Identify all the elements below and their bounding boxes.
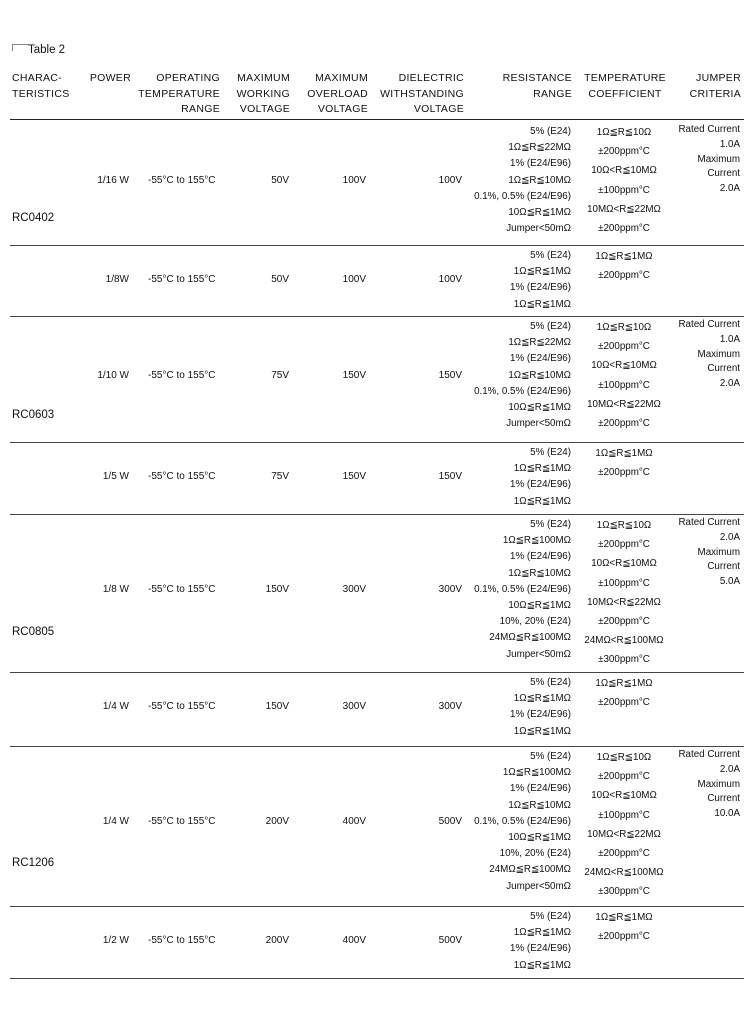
table-rule — [10, 245, 744, 246]
working-voltage-cell: 150V — [265, 583, 289, 595]
dielectric-voltage-cell: 100V — [438, 174, 462, 186]
temperature-coefficient-cell — [578, 123, 670, 238]
header-operating — [138, 71, 220, 118]
overload-voltage-cell: 400V — [342, 815, 366, 827]
resistance-line: 5% (E24) — [530, 126, 571, 137]
table-rule — [10, 978, 744, 979]
header-resistance-line: RANGE — [533, 87, 572, 100]
resistance-line: 1% (E24/E96) — [510, 158, 571, 170]
header-tempco-line: TEMPERATURE — [584, 72, 666, 84]
temperature-range-cell: -55°C to 155°C — [148, 274, 216, 286]
jumper-line: Maximum — [697, 778, 740, 790]
resistance-line: 0.1%, 0.5% (E24/E96) — [474, 815, 571, 827]
overload-voltage-cell: 100V — [342, 174, 366, 186]
tc-line: ±100ppm°C — [598, 184, 650, 196]
header-jumper — [690, 71, 741, 102]
table-rule — [10, 442, 744, 443]
resistance-line: 1Ω≦R≦10MΩ — [508, 369, 571, 381]
tc-line: ±200ppm°C — [598, 341, 650, 353]
tc-line: 10Ω<R≦10MΩ — [591, 558, 657, 570]
power-cell: 1/10 W — [97, 369, 129, 381]
jumper-line: 2.0A — [719, 763, 740, 775]
header-overload-line: OVERLOAD — [307, 87, 368, 100]
header-working-line: VOLTAGE — [239, 103, 290, 115]
power-cell: 1/8W — [105, 274, 129, 286]
header-operating-line: RANGE — [181, 103, 220, 115]
resistance-line: 1% (E24/E96) — [510, 479, 571, 491]
temperature-coefficient-cell — [578, 748, 670, 902]
resistance-line: 0.1%, 0.5% (E24/E96) — [474, 385, 571, 397]
resistance-line: 1Ω≦R≦1MΩ — [513, 693, 571, 705]
resistance-line: 1% (E24/E96) — [510, 709, 571, 721]
header-characteristics-line: TERISTICS — [12, 87, 70, 100]
resistance-line: 1Ω≦R≦1MΩ — [513, 495, 571, 507]
header-resistance — [503, 71, 572, 102]
resistance-line: 1% (E24/E96) — [510, 943, 571, 955]
temperature-range-cell: -55°C to 155°C — [148, 815, 216, 827]
header-overload-line: VOLTAGE — [317, 103, 368, 115]
resistance-range-cell — [474, 319, 571, 432]
resistance-range-cell — [510, 909, 571, 974]
temperature-range-cell: -55°C to 155°C — [148, 369, 216, 381]
header-tempco — [584, 71, 666, 102]
tc-line: ±200ppm°C — [598, 697, 650, 709]
power-cell: 1/2 W — [102, 935, 129, 947]
tc-line: 1Ω≦R≦1MΩ — [595, 448, 653, 459]
dielectric-voltage-cell: 500V — [438, 935, 462, 947]
tc-line: ±300ppm°C — [598, 886, 650, 898]
jumper-line: 2.0A — [719, 531, 740, 543]
jumper-line: Maximum — [697, 348, 740, 360]
resistance-line: 10%, 20% (E24) — [499, 848, 571, 860]
power-cell: 1/8 W — [102, 583, 129, 595]
part-number: RC0603 — [12, 409, 55, 421]
header-overload — [307, 71, 368, 118]
jumper-line: 2.0A — [719, 183, 740, 195]
tc-line: 10Ω<R≦10MΩ — [591, 790, 657, 802]
resistance-line: 1Ω≦R≦22MΩ — [508, 142, 571, 154]
caption-bracket — [12, 44, 29, 51]
tc-line: 1Ω≦R≦1MΩ — [595, 678, 653, 689]
resistance-line: Jumper<50mΩ — [506, 648, 571, 660]
tc-line: 10MΩ<R≦22MΩ — [587, 596, 661, 608]
header-dielectric — [380, 71, 464, 118]
header-dielectric-line: VOLTAGE — [413, 103, 464, 115]
header-resistance-line: RESISTANCE — [502, 72, 572, 84]
header-jumper-line: JUMPER — [696, 72, 741, 84]
overload-voltage-cell: 300V — [342, 701, 366, 713]
resistance-line: 5% (E24) — [530, 447, 571, 458]
tc-line: ±200ppm°C — [598, 270, 650, 282]
overload-voltage-cell: 300V — [342, 583, 366, 595]
temperature-coefficient-cell — [578, 247, 670, 285]
tc-line: 1Ω≦R≦10Ω — [596, 127, 652, 138]
header-power — [90, 71, 131, 87]
tc-line: ±100ppm°C — [598, 809, 650, 821]
resistance-line: 10%, 20% (E24) — [499, 616, 571, 628]
header-characteristics-line: CHARAC- — [12, 72, 62, 84]
header-working-line: MAXIMUM — [237, 72, 290, 84]
dielectric-voltage-cell: 300V — [438, 701, 462, 713]
tc-line: 1Ω≦R≦10Ω — [596, 752, 652, 763]
tc-line: ±100ppm°C — [598, 577, 650, 589]
power-cell: 1/16 W — [97, 174, 129, 186]
resistance-line: 24MΩ≦R≦100MΩ — [489, 632, 571, 644]
tc-line: ±200ppm°C — [598, 847, 650, 859]
tc-line: 1Ω≦R≦10Ω — [596, 520, 652, 531]
header-tempco-line: COEFFICIENT — [588, 87, 662, 100]
tc-line: 24MΩ<R≦100MΩ — [584, 635, 664, 647]
resistance-line: Jumper<50mΩ — [506, 223, 571, 235]
resistance-range-cell — [474, 749, 571, 895]
resistance-line: 24MΩ≦R≦100MΩ — [489, 864, 571, 876]
overload-voltage-cell: 150V — [342, 369, 366, 381]
working-voltage-cell: 50V — [271, 274, 289, 286]
overload-voltage-cell: 100V — [342, 274, 366, 286]
temperature-range-cell: -55°C to 155°C — [148, 583, 216, 595]
jumper-line: Current — [707, 561, 740, 573]
jumper-line: 5.0A — [719, 576, 740, 588]
header-dielectric-line: WITHSTANDING — [380, 87, 464, 100]
jumper-line: Current — [707, 363, 740, 375]
tc-line: ±200ppm°C — [598, 222, 650, 234]
tc-line: ±200ppm°C — [598, 615, 650, 627]
resistance-line: 1Ω≦R≦1MΩ — [513, 725, 571, 737]
jumper-line: 1.0A — [719, 138, 740, 150]
overload-voltage-cell: 150V — [342, 471, 366, 483]
header-overload-line: MAXIMUM — [315, 72, 368, 84]
tc-line: 10MΩ<R≦22MΩ — [587, 398, 661, 410]
temperature-range-cell: -55°C to 155°C — [148, 935, 216, 947]
resistance-line: 1Ω≦R≦22MΩ — [508, 337, 571, 349]
tc-line: ±300ppm°C — [598, 654, 650, 666]
header-dielectric-line: DIELECTRIC — [398, 72, 464, 84]
table-rule — [10, 906, 744, 907]
temperature-range-cell: -55°C to 155°C — [148, 701, 216, 713]
table-rule — [10, 119, 744, 120]
table-rule — [10, 316, 744, 317]
jumper-line: Rated Current — [678, 749, 740, 760]
tc-line: ±200ppm°C — [598, 771, 650, 783]
dielectric-voltage-cell: 150V — [438, 471, 462, 483]
tc-line: ±200ppm°C — [598, 539, 650, 551]
resistance-range-cell — [510, 675, 571, 740]
working-voltage-cell: 50V — [271, 174, 289, 186]
working-voltage-cell: 200V — [265, 935, 289, 947]
header-power-line: POWER — [89, 72, 131, 84]
jumper-line: 10.0A — [714, 808, 740, 820]
resistance-line: 1Ω≦R≦1MΩ — [513, 463, 571, 475]
table-caption: Table 2 — [28, 44, 66, 56]
jumper-criteria-cell — [678, 318, 740, 392]
header-working — [237, 71, 290, 118]
table-rule — [10, 672, 744, 673]
tc-line: 24MΩ<R≦100MΩ — [584, 867, 664, 879]
resistance-line: 10Ω≦R≦1MΩ — [508, 599, 571, 611]
resistance-line: 1Ω≦R≦10MΩ — [508, 567, 571, 579]
jumper-criteria-cell — [678, 748, 740, 822]
tc-line: 10MΩ<R≦22MΩ — [587, 828, 661, 840]
header-operating-line: TEMPERATURE — [138, 87, 220, 100]
working-voltage-cell: 150V — [265, 701, 289, 713]
working-voltage-cell: 75V — [271, 369, 289, 381]
resistance-line: 1Ω≦R≦1MΩ — [513, 927, 571, 939]
dielectric-voltage-cell: 100V — [438, 274, 462, 286]
resistance-line: 1Ω≦R≦1MΩ — [513, 298, 571, 310]
tc-line: 10Ω<R≦10MΩ — [591, 165, 657, 177]
resistance-line: 1% (E24/E96) — [510, 282, 571, 294]
resistance-range-cell — [510, 248, 571, 313]
jumper-line: Current — [707, 793, 740, 805]
part-number: RC0805 — [12, 626, 55, 638]
header-working-line: WORKING — [236, 87, 290, 100]
resistance-line: 1Ω≦R≦100MΩ — [502, 767, 571, 779]
resistance-line: 1Ω≦R≦10MΩ — [508, 174, 571, 186]
jumper-line: 1.0A — [719, 333, 740, 345]
resistance-range-cell — [474, 517, 571, 663]
resistance-line: Jumper<50mΩ — [506, 418, 571, 430]
temperature-range-cell: -55°C to 155°C — [148, 471, 216, 483]
jumper-line: Rated Current — [678, 517, 740, 528]
tc-line: 1Ω≦R≦1MΩ — [595, 251, 653, 262]
header-jumper-line: CRITERIA — [689, 87, 741, 100]
tc-line: 1Ω≦R≦10Ω — [596, 322, 652, 333]
temperature-coefficient-cell — [578, 444, 670, 482]
temperature-coefficient-cell — [578, 674, 670, 712]
jumper-line: Maximum — [697, 153, 740, 165]
tc-line: ±200ppm°C — [598, 931, 650, 943]
dielectric-voltage-cell: 300V — [438, 583, 462, 595]
resistance-line: 0.1%, 0.5% (E24/E96) — [474, 583, 571, 595]
resistance-line: 1% (E24/E96) — [510, 783, 571, 795]
resistance-line: 10Ω≦R≦1MΩ — [508, 206, 571, 218]
resistance-line: 1Ω≦R≦1MΩ — [513, 266, 571, 278]
working-voltage-cell: 75V — [271, 471, 289, 483]
resistance-line: 5% (E24) — [530, 250, 571, 261]
resistance-line: Jumper<50mΩ — [506, 880, 571, 892]
tc-line: ±200ppm°C — [598, 146, 650, 158]
resistance-line: 5% (E24) — [530, 911, 571, 922]
jumper-criteria-cell — [678, 516, 740, 590]
tc-line: ±200ppm°C — [598, 417, 650, 429]
table-rule — [10, 746, 744, 747]
temperature-coefficient-cell — [578, 318, 670, 433]
header-operating-line: OPERATING — [156, 72, 220, 84]
power-cell: 1/4 W — [102, 815, 129, 827]
resistance-line: 5% (E24) — [530, 751, 571, 762]
resistance-line: 10Ω≦R≦1MΩ — [508, 831, 571, 843]
tc-line: 10Ω<R≦10MΩ — [591, 360, 657, 372]
resistance-line: 0.1%, 0.5% (E24/E96) — [474, 190, 571, 202]
resistance-line: 5% (E24) — [530, 677, 571, 688]
resistance-line: 5% (E24) — [530, 519, 571, 530]
tc-line: ±200ppm°C — [598, 467, 650, 479]
resistance-line: 1Ω≦R≦10MΩ — [508, 799, 571, 811]
table-rule — [10, 514, 744, 515]
resistance-line: 5% (E24) — [530, 321, 571, 332]
temperature-coefficient-cell — [578, 516, 670, 670]
tc-line: ±100ppm°C — [598, 379, 650, 391]
dielectric-voltage-cell: 150V — [438, 369, 462, 381]
resistance-line: 1Ω≦R≦1MΩ — [513, 959, 571, 971]
resistance-line: 1% (E24/E96) — [510, 551, 571, 563]
power-cell: 1/5 W — [102, 471, 129, 483]
temperature-range-cell: -55°C to 155°C — [148, 174, 216, 186]
jumper-line: Rated Current — [678, 319, 740, 330]
jumper-line: Rated Current — [678, 124, 740, 135]
working-voltage-cell: 200V — [265, 815, 289, 827]
resistance-line: 10Ω≦R≦1MΩ — [508, 401, 571, 413]
jumper-criteria-cell — [678, 123, 740, 197]
tc-line: 10MΩ<R≦22MΩ — [587, 203, 661, 215]
header-characteristics — [12, 71, 70, 102]
resistance-line: 1% (E24/E96) — [510, 353, 571, 365]
jumper-line: Maximum — [697, 546, 740, 558]
jumper-line: Current — [707, 168, 740, 180]
overload-voltage-cell: 400V — [342, 935, 366, 947]
tc-line: 1Ω≦R≦1MΩ — [595, 912, 653, 923]
resistance-range-cell — [510, 445, 571, 510]
temperature-coefficient-cell — [578, 908, 670, 946]
resistance-range-cell — [474, 124, 571, 237]
part-number: RC0402 — [12, 212, 55, 224]
power-cell: 1/4 W — [102, 701, 129, 713]
jumper-line: 2.0A — [719, 378, 740, 390]
dielectric-voltage-cell: 500V — [438, 815, 462, 827]
resistance-line: 1Ω≦R≦100MΩ — [502, 535, 571, 547]
part-number: RC1206 — [12, 857, 55, 869]
